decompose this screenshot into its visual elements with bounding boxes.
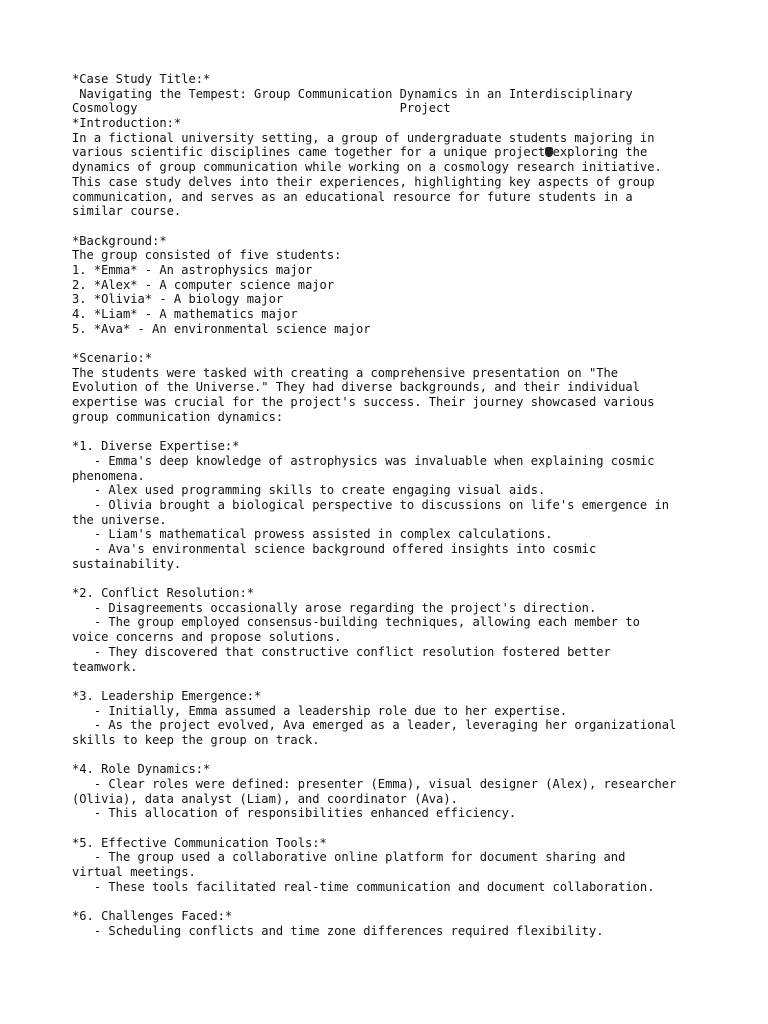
- intro-line: communication, and serves as an educational resource for future students in a: [72, 189, 633, 204]
- section-4-line: (Olivia), data analyst (Liam), and coordinator (Ava).: [72, 791, 458, 806]
- section-4-line: - Clear roles were defined: presenter (Emma), visual designer (Alex), researcher: [72, 777, 677, 791]
- section-4-line: - This allocation of responsibilities enhanced efficiency.: [72, 806, 517, 821]
- intro-line: This case study delves into their experiences, highlighting key aspects of group: [72, 174, 655, 189]
- section-2-heading: *2. Conflict Resolution:*: [72, 586, 255, 601]
- section-1-line: the universe.: [72, 512, 167, 527]
- student-list-item: 2. *Alex* - A computer science major: [72, 277, 335, 292]
- student-list-item: 4. *Liam* - A mathematics major: [72, 307, 298, 321]
- section-1-line: - Ava's environmental science background offered insights into cosmic: [72, 542, 597, 556]
- replacement-char-icon: [545, 147, 552, 157]
- intro-line: [72, 145, 712, 160]
- section-5-line: - These tools facilitated real-time communication and document collaboration.: [72, 879, 655, 894]
- scenario-line: group communication dynamics:: [72, 409, 284, 424]
- intro-heading: *Introduction:*: [72, 116, 182, 131]
- case-title-heading: *Case Study Title:*: [72, 72, 211, 86]
- document-page: [72, 72, 712, 939]
- student-list-item: 5. *Ava* - An environmental science major: [72, 321, 371, 336]
- section-1-line: phenomena.: [72, 468, 145, 483]
- intro-line: In a fictional university setting, a group of undergraduate students majoring in: [72, 130, 655, 145]
- spacer: [72, 674, 712, 689]
- spacer: [72, 748, 712, 763]
- section-3-line: - As the project evolved, Ava emerged as a leader, leveraging her organizational: [72, 718, 677, 733]
- spacer: [72, 571, 712, 586]
- student-list-item: 3. *Olivia* - A biology major: [72, 292, 284, 307]
- section-5-heading: *5. Effective Communication Tools:*: [72, 835, 327, 850]
- title-line-2: Cosmology Project: [72, 101, 451, 116]
- student-list-item: 1. *Emma* - An astrophysics major: [72, 262, 313, 277]
- section-6-heading: *6. Challenges Faced:*: [72, 909, 233, 924]
- intro-line: dynamics of group communication while working on a cosmology research initiative.: [72, 160, 662, 175]
- section-2-line: - They discovered that constructive conflict resolution fostered better: [72, 644, 611, 659]
- section-3-line: - Initially, Emma assumed a leadership role due to her expertise.: [72, 703, 568, 718]
- section-1-line: - Emma's deep knowledge of astrophysics was invaluable when explaining cosmic: [72, 453, 655, 468]
- section-3-line: skills to keep the group on track.: [72, 732, 320, 747]
- intro-line-part: various scientific disciplines came together for a unique project: [72, 145, 546, 160]
- scenario-line: Evolution of the Universe." They had diverse backgrounds, and their individual: [72, 380, 640, 395]
- scenario-line: The students were tasked with creating a comprehensive presentation on "The: [72, 365, 619, 380]
- section-1-line: - Alex used programming skills to create engaging visual aids.: [72, 483, 546, 498]
- section-6-line: - Scheduling conflicts and time zone differences required flexibility.: [72, 923, 604, 938]
- section-5-line: - The group used a collaborative online platform for document sharing and: [72, 850, 626, 865]
- background-intro: The group consisted of five students:: [72, 248, 342, 263]
- section-1-line: - Liam's mathematical prowess assisted in complex calculations.: [72, 527, 553, 542]
- section-4-heading: *4. Role Dynamics:*: [72, 762, 211, 777]
- section-2-line: - Disagreements occasionally arose regarding the project's direction.: [72, 600, 597, 615]
- section-1-line: - Olivia brought a biological perspective to discussions on life's emergence in: [72, 497, 670, 512]
- title-line-1: Navigating the Tempest: Group Communication Dynamics in an Interdisciplinary: [72, 86, 633, 101]
- scenario-heading: *Scenario:*: [72, 351, 153, 366]
- intro-line-part: exploring the: [552, 145, 648, 160]
- section-1-line: sustainability.: [72, 556, 182, 571]
- section-2-line: teamwork.: [72, 659, 138, 674]
- spacer: [72, 821, 712, 836]
- background-heading: *Background:*: [72, 233, 167, 248]
- section-1-heading: *1. Diverse Expertise:*: [72, 439, 240, 454]
- section-2-line: voice concerns and propose solutions.: [72, 630, 342, 645]
- section-5-line: virtual meetings.: [72, 865, 196, 880]
- spacer: [72, 219, 712, 234]
- spacer: [72, 336, 712, 351]
- section-3-heading: *3. Leadership Emergence:*: [72, 688, 262, 703]
- spacer: [72, 425, 712, 440]
- scenario-line: expertise was crucial for the project's success. Their journey showcased various: [72, 395, 655, 410]
- spacer: [72, 895, 712, 910]
- section-2-line: - The group employed consensus-building techniques, allowing each member to: [72, 615, 640, 630]
- intro-line: similar course.: [72, 204, 182, 219]
